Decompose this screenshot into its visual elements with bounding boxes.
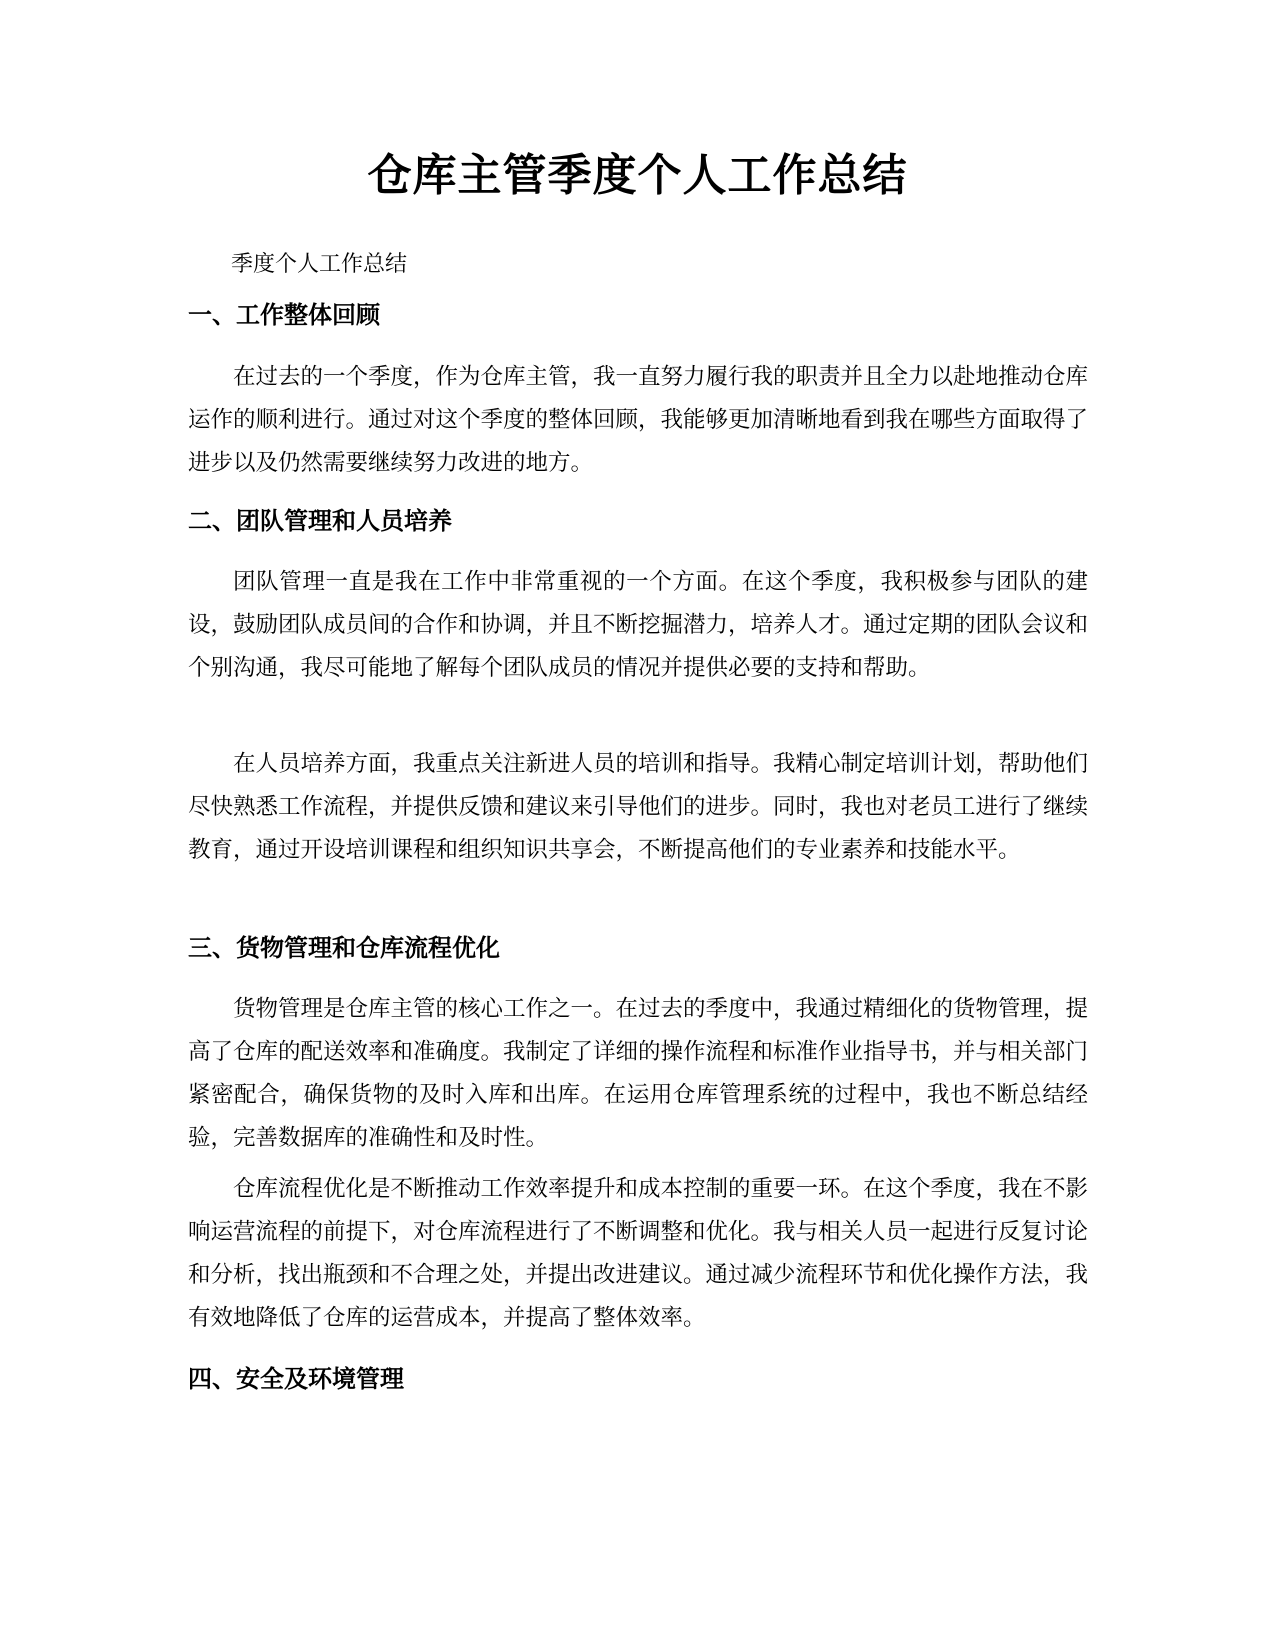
section-2-paragraph-1: 团队管理一直是我在工作中非常重视的一个方面。在这个季度，我积极参与团队的建设，鼓励团队成员间的合作和协调，并且不断挖掘潜力，培养人才。通过定期的团队会议和个别沟通，我尽可能地了解每个团队成员的情况并提供必要的支持和帮助。 <box>188 569 1089 681</box>
section-2-paragraph-2: 在人员培养方面，我重点关注新进人员的培训和指导。我精心制定培训计划，帮助他们尽快熟悉工作流程，并提供反馈和建议来引导他们的进步。同时，我也对老员工进行了继续教育，通过开设培训课程和组织知识共享会，不断提高他们的专业素养和技能水平。 <box>188 751 1089 863</box>
section-3-paragraph-2: 仓库流程优化是不断推动工作效率提升和成本控制的重要一环。在这个季度，我在不影响运营流程的前提下，对仓库流程进行了不断调整和优化。我与相关人员一起进行反复讨论和分析，找出瓶颈和不合理之处，并提出改进建议。通过减少流程环节和优化操作方法，我有效地降低了仓库的运营成本，并提高了整体效率。 <box>188 1176 1089 1331</box>
section-heading-1: 一、工作整体回顾 <box>188 301 380 329</box>
section-heading-2: 二、团队管理和人员培养 <box>188 507 452 535</box>
section-3-paragraph-1: 货物管理是仓库主管的核心工作之一。在过去的季度中，我通过精细化的货物管理，提高了仓库的配送效率和准确度。我制定了详细的操作流程和标准作业指导书，并与相关部门紧密配合，确保货物的及时入库和出库。在运用仓库管理系统的过程中，我也不断总结经验，完善数据库的准确性和及时性。 <box>188 996 1089 1151</box>
document-subtitle: 季度个人工作总结 <box>231 252 408 277</box>
section-heading-3: 三、货物管理和仓库流程优化 <box>188 934 500 962</box>
section-heading-4: 四、安全及环境管理 <box>188 1365 404 1393</box>
document-title: 仓库主管季度个人工作总结 <box>367 150 908 201</box>
section-1-paragraph-1: 在过去的一个季度，作为仓库主管，我一直努力履行我的职责并且全力以赴地推动仓库运作的顺利进行。通过对这个季度的整体回顾，我能够更加清晰地看到我在哪些方面取得了进步以及仍然需要继续努力改进的地方。 <box>188 364 1089 476</box>
